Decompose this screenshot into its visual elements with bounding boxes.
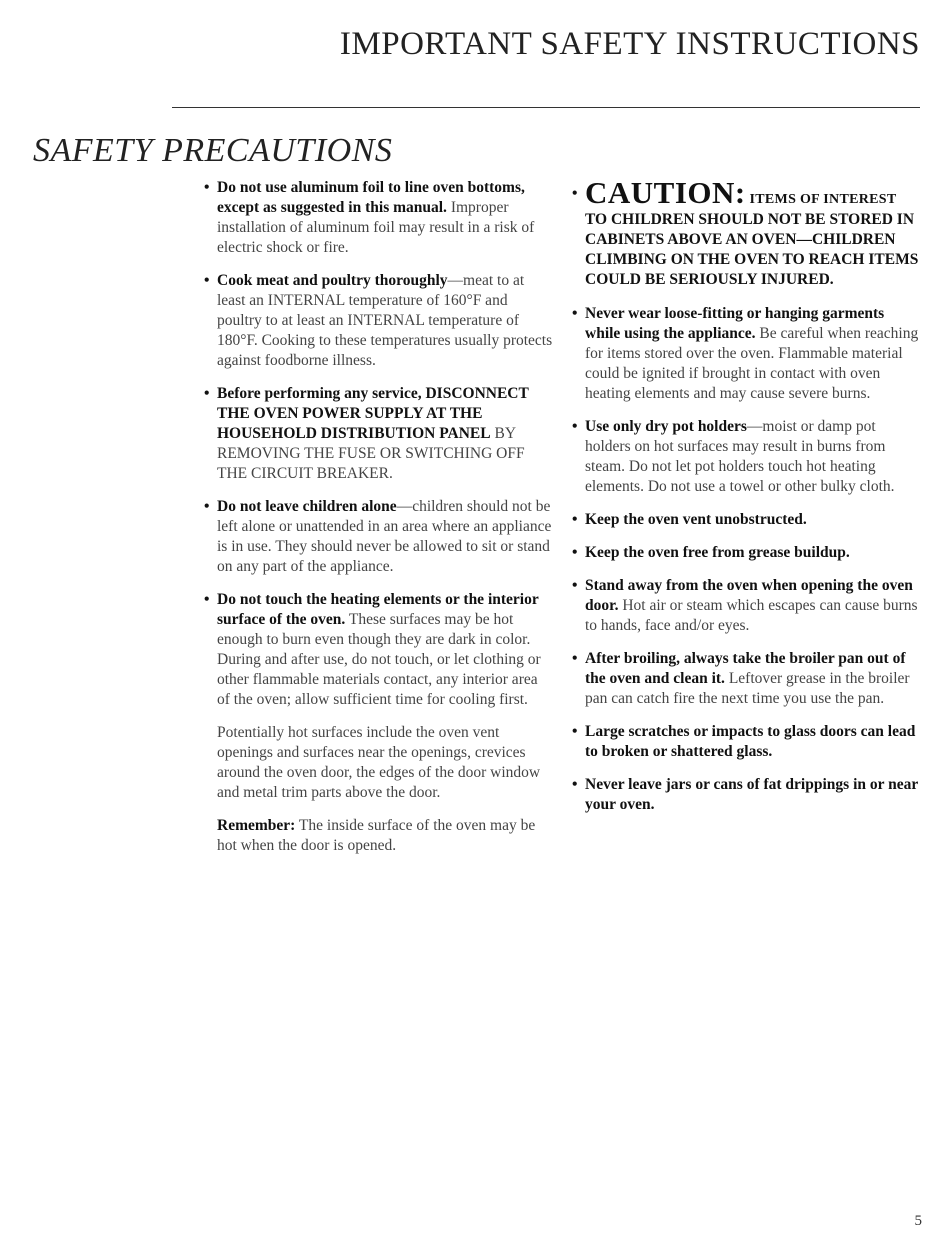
safety-item (204, 590, 554, 710)
bullet: • (572, 305, 578, 322)
safety-item (572, 722, 922, 762)
item-lead: After broiling, always take the broiler pan out of the oven and clean it. (585, 650, 906, 687)
item-lead: Never wear loose-fitting or hanging garments while using the appliance. (585, 305, 885, 342)
section-title: SAFETY PRECAUTIONS (33, 132, 393, 169)
safety-item (572, 417, 922, 497)
item-lead: Use only dry pot holders (585, 418, 747, 435)
item-lead: Do not touch the heating elements or the interior surface of the oven. (217, 591, 539, 628)
item-lead: Never leave jars or cans of fat drippings in or near your oven. (585, 776, 918, 813)
bullet: • (572, 511, 578, 528)
item-body: BY REMOVING THE FUSE OR SWITCHING OFF THE CIRCUIT BREAKER. (217, 425, 525, 482)
left-column (204, 178, 554, 869)
bullet: • (204, 591, 210, 608)
item-body: —moist or damp pot holders on hot surfaces may result in burns from steam. Do not let pot holders touch hot heating elements. Do not use a towel or other bulky cloth. (585, 418, 895, 495)
caution-body: TO CHILDREN SHOULD NOT BE STORED IN CABINETS ABOVE AN OVEN—CHILDREN CLIMBING ON THE OVEN TO REACH ITEMS COULD BE SERIOUSLY INJURED. (585, 211, 919, 288)
caution-notice (572, 175, 922, 290)
item-lead: Do not leave children alone (217, 498, 397, 515)
bullet: • (572, 650, 578, 667)
safety-item (204, 178, 554, 258)
remember-body: The inside surface of the oven may be hot when the door is opened. (217, 817, 536, 854)
item-lead: Large scratches or impacts to glass doors can lead to broken or shattered glass. (585, 723, 916, 760)
safety-item (204, 271, 554, 371)
bullet: • (572, 776, 578, 793)
bullet: • (572, 185, 578, 202)
bullet: • (572, 544, 578, 561)
safety-item (572, 649, 922, 709)
bullet: • (204, 498, 210, 515)
item-lead: Keep the oven free from grease buildup. (585, 544, 850, 561)
item-body: Improper installation of aluminum foil may result in a risk of electric shock or fire. (217, 199, 535, 256)
item-lead: Before performing any service, DISCONNECT THE OVEN POWER SUPPLY AT THE HOUSEHOLD DISTRIBUTION PANEL (217, 385, 529, 442)
item-body: Hot air or steam which escapes can cause burns to hands, face and/or eyes. (585, 597, 918, 634)
bullet: • (572, 418, 578, 435)
item-body: These surfaces may be hot enough to burn even though they are dark in color. During and after use, do not touch, or let clothing or other flammable materials contact, any interior area of the oven; allow sufficient time for cooling first. (217, 611, 541, 708)
item-lead: Stand away from the oven when opening the oven door. (585, 577, 913, 614)
item-lead: Keep the oven vent unobstructed. (585, 511, 807, 528)
remember-lead: Remember: (217, 817, 296, 834)
item-lead: Do not use aluminum foil to line oven bottoms, except as suggested in this manual. (217, 179, 525, 216)
bullet: • (572, 577, 578, 594)
safety-item (572, 576, 922, 636)
bullet: • (572, 723, 578, 740)
header-divider (172, 107, 920, 108)
safety-item (572, 510, 922, 530)
safety-item (572, 543, 922, 563)
item-body: —children should not be left alone or unattended in an area where an appliance is in use. They should never be allowed to sit or stand on any part of the appliance. (217, 498, 552, 575)
item-body: Leftover grease in the broiler pan can catch fire the next time you use the pan. (585, 670, 910, 707)
hot-surfaces-paragraph: Potentially hot surfaces include the oven vent openings and surfaces near the openings, crevices around the oven door, the edges of the door window and metal trim parts above the door. (217, 724, 541, 801)
bullet: • (204, 179, 210, 196)
item-body: Be careful when reaching for items stored over the oven. Flammable material could be ignited if brought in contact with oven heating elements and may cause severe burns. (585, 325, 919, 402)
safety-item (572, 775, 922, 815)
page-number: 5 (914, 1213, 922, 1229)
remember-note (204, 816, 554, 856)
page-header-title: IMPORTANT SAFETY INSTRUCTIONS (339, 26, 920, 62)
caution-heading: CAUTION: (585, 175, 746, 210)
safety-item (572, 304, 922, 404)
bullet: • (204, 385, 210, 402)
safety-item (204, 384, 554, 484)
bullet: • (204, 272, 210, 289)
item-body: —meat to at least an INTERNAL temperature of 160°F and poultry to at least an INTERNAL temperature of 180°F. Cooking to these temperatures usually protects against foodborne illness. (217, 272, 553, 369)
safety-item (204, 497, 554, 577)
caution-first-line: ITEMS OF INTEREST (745, 192, 897, 207)
right-column (572, 175, 922, 828)
item-lead: Cook meat and poultry thoroughly (217, 272, 448, 289)
